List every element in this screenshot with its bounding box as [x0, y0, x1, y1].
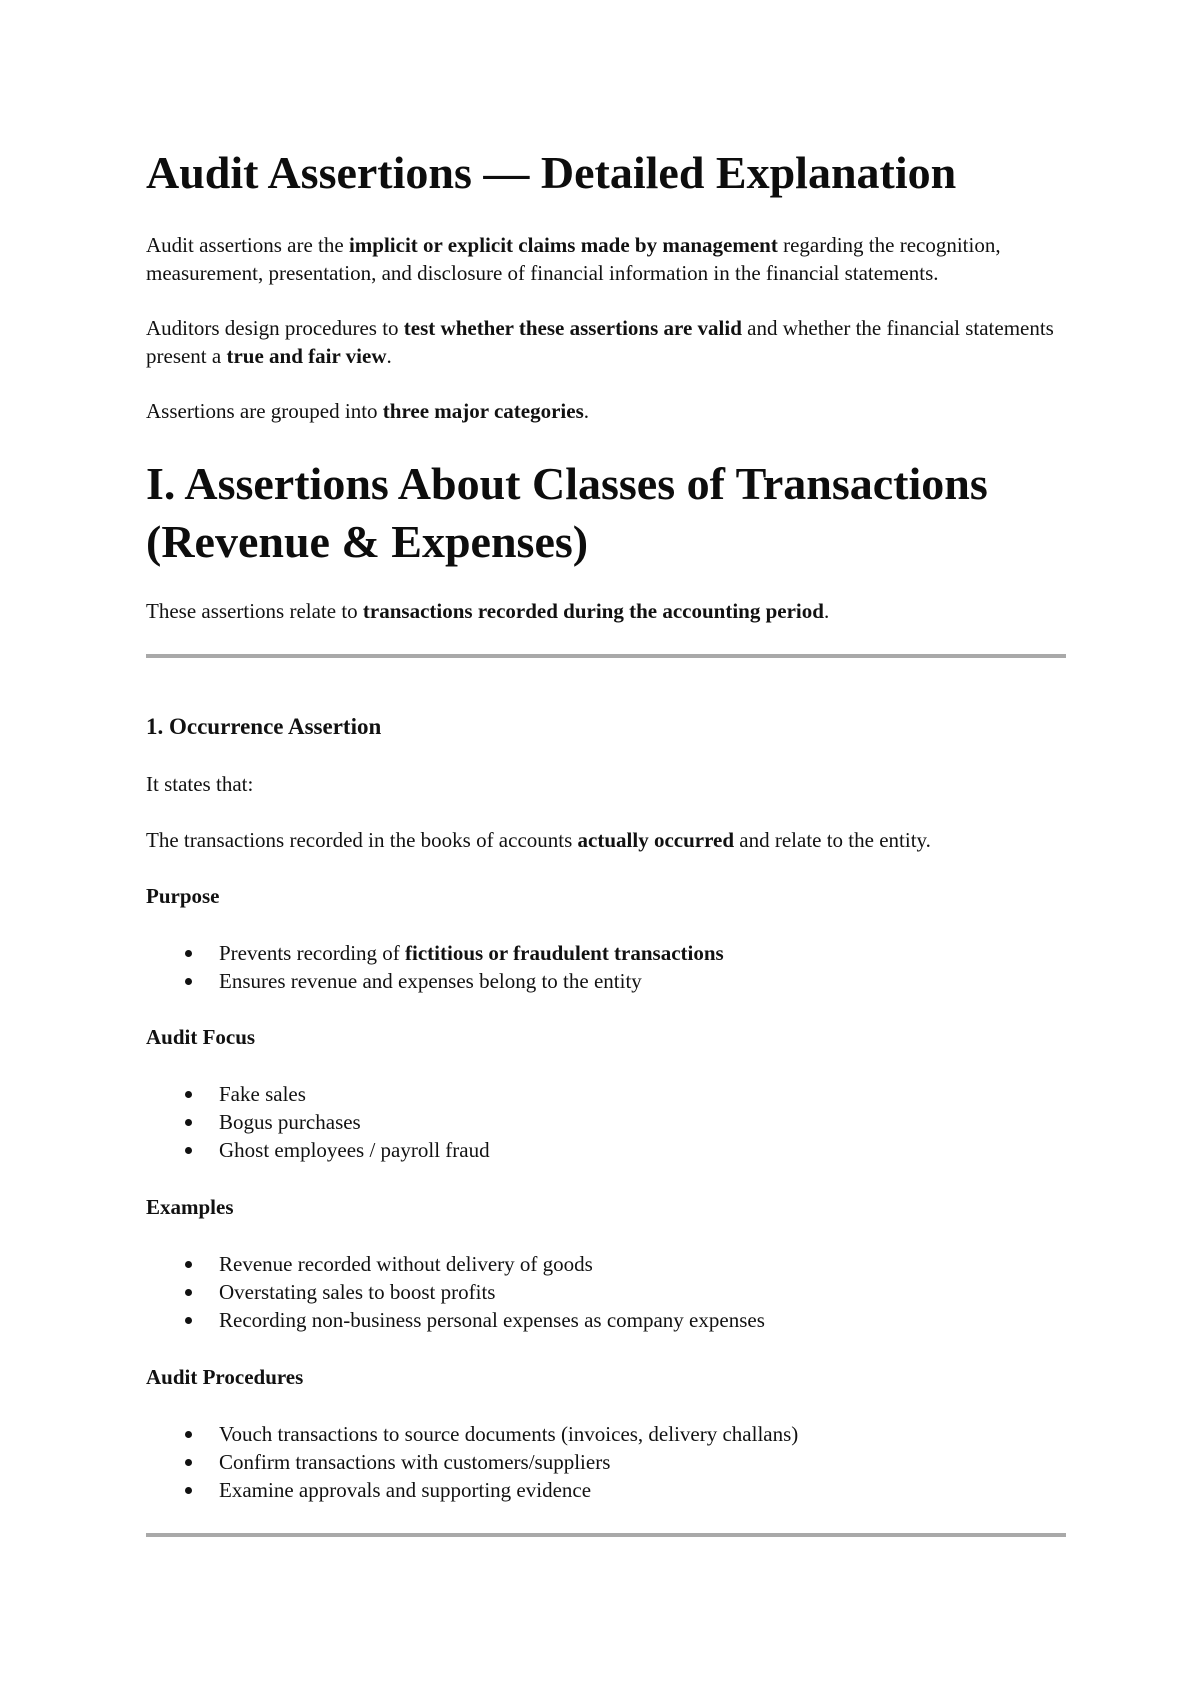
page-title: Audit Assertions — Detailed Explanation: [146, 147, 957, 198]
text-run: .: [823, 599, 830, 623]
list-item: Ghost employees / payroll fraud: [146, 1136, 1066, 1164]
intro-paragraph-3: [146, 397, 1066, 425]
text-run: and whether the financial statements present a: [146, 316, 1054, 368]
examples-list: [146, 1250, 1066, 1334]
bold-text-run: three major categories: [382, 399, 584, 423]
section-heading-line-2: (Revenue & Expenses): [146, 516, 589, 567]
text-run: Assertions are grouped into: [146, 399, 383, 423]
list-item: Overstating sales to boost profits: [146, 1278, 1066, 1306]
text-run: .: [583, 399, 590, 423]
intro-paragraph-1: [146, 231, 1066, 287]
text-run: regarding the recognition, measurement, presentation, and disclosure of financial information in the financial statements.: [146, 233, 1001, 285]
section-heading: [146, 455, 1066, 571]
bold-text-run: test whether these assertions are valid: [403, 316, 742, 340]
list-item: Vouch transactions to source documents (invoices, delivery challans): [146, 1420, 1066, 1448]
list-item: Confirm transactions with customers/suppliers: [146, 1448, 1066, 1476]
audit-focus-heading: Audit Focus: [146, 1025, 256, 1049]
purpose-heading: Purpose: [146, 884, 220, 908]
list-item: Examine approvals and supporting evidence: [146, 1476, 1066, 1504]
horizontal-divider: [146, 1533, 1066, 1537]
text-run: Audit assertions are the: [146, 233, 349, 257]
intro-paragraph-2: [146, 314, 1066, 370]
list-item: Revenue recorded without delivery of goods: [146, 1250, 1066, 1278]
text-run: Prevents recording of: [219, 941, 406, 965]
horizontal-divider: [146, 654, 1066, 658]
list-item: [146, 939, 1066, 967]
bold-text-run: fictitious or fraudulent transactions: [405, 941, 724, 965]
section-intro-paragraph: [146, 597, 1066, 625]
bold-text-run: true and fair view: [226, 344, 387, 368]
bold-text-run: implicit or explicit claims made by management: [348, 233, 778, 257]
text-run: The transactions recorded in the books of accounts: [146, 828, 578, 852]
statement-paragraph: It states that:: [146, 772, 254, 796]
list-item: Recording non-business personal expenses as company expenses: [146, 1306, 1066, 1334]
text-run: .: [386, 344, 392, 368]
audit-focus-list: [146, 1080, 1066, 1164]
statement-paragraph: [146, 826, 1066, 854]
list-item: Ensures revenue and expenses belong to the entity: [146, 967, 1066, 995]
audit-procedures-heading: Audit Procedures: [146, 1365, 304, 1389]
text-run: These assertions relate to: [146, 599, 363, 623]
list-item: Fake sales: [146, 1080, 1066, 1108]
section-heading-line-1: I. Assertions About Classes of Transactions: [146, 458, 988, 509]
list-item: Bogus purchases: [146, 1108, 1066, 1136]
bold-text-run: actually occurred: [577, 828, 735, 852]
audit-procedures-list: [146, 1420, 1066, 1504]
purpose-list: [146, 939, 1066, 995]
text-run: and relate to the entity.: [734, 828, 931, 852]
bold-text-run: transactions recorded during the accounting period: [362, 599, 824, 623]
subsection-heading: 1. Occurrence Assertion: [146, 714, 382, 739]
examples-heading: Examples: [146, 1195, 234, 1219]
text-run: Auditors design procedures to: [146, 316, 404, 340]
